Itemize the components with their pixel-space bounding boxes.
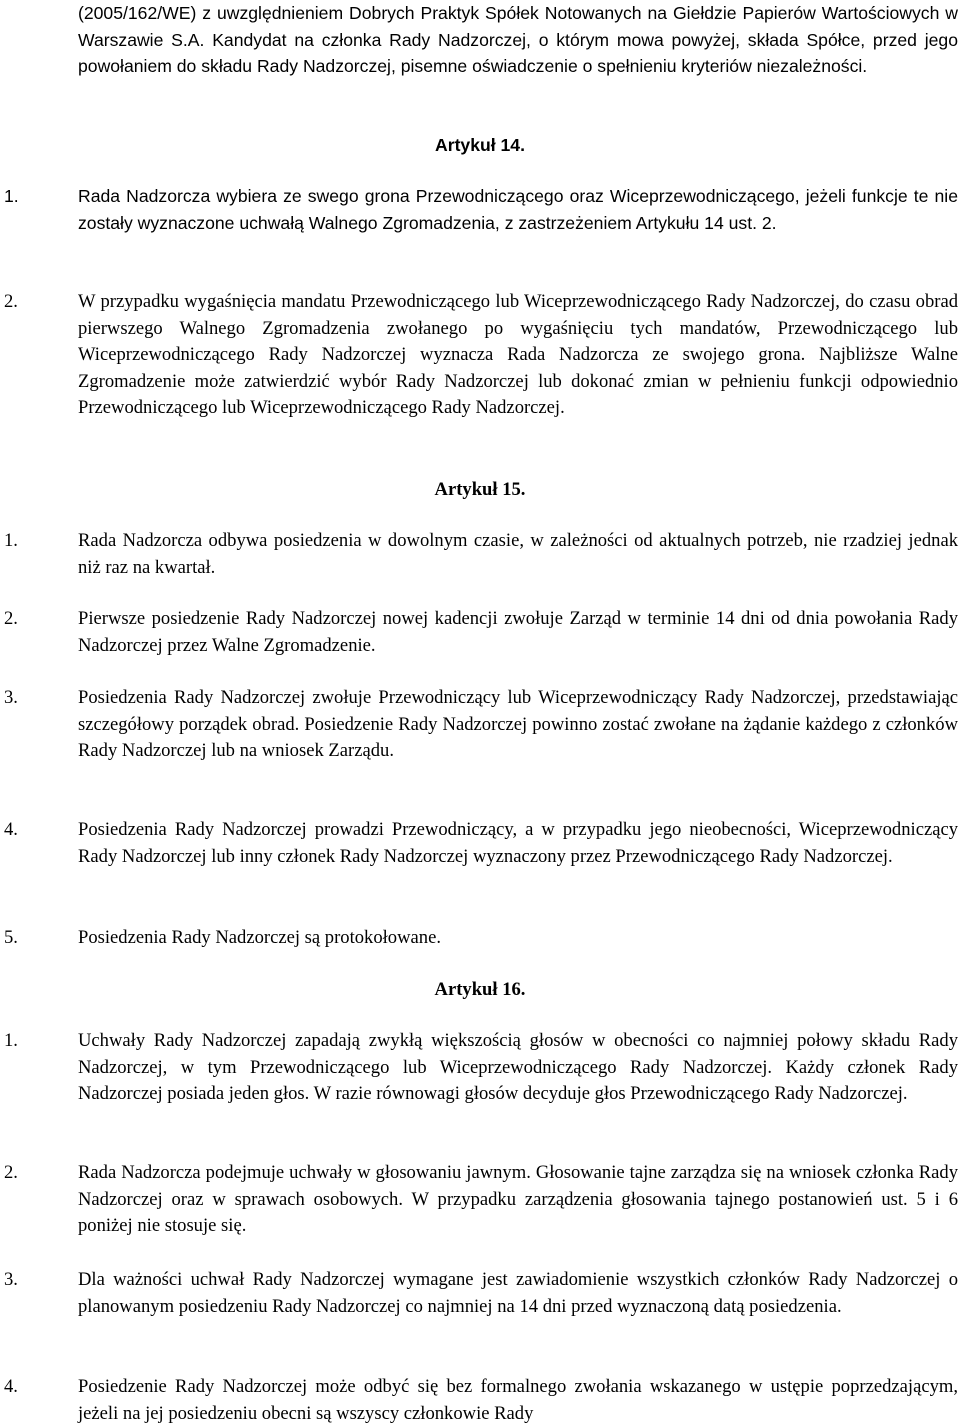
article-16-item-2: [0, 1160, 958, 1240]
item-number: 3.: [4, 687, 18, 708]
item-text: Rada Nadzorcza podejmuje uchwały w głosowaniu jawnym. Głosowanie tajne zarządza się na wniosek członka Rady Nadzorczej oraz w sprawach osobowych. W przypadku zarządzenia głosowania tajnego postanowień ust. 5 i 6 poniżej nie stosuje się.: [78, 1162, 958, 1237]
item-text: Rada Nadzorcza odbywa posiedzenia w dowolnym czasie, w zależności od aktualnych potrzeb, nie rzadziej jednak niż raz na kwartał.: [78, 530, 958, 578]
item-number: 2.: [4, 1162, 18, 1183]
article-16-item-4: [0, 1374, 958, 1427]
item-text: W przypadku wygaśnięcia mandatu Przewodniczącego lub Wiceprzewodniczącego Rady Nadzorczej, do czasu obrad pierwszego Walnego Zgromadzenia zwołanego po wygaśnięciu tych mandatów, Przewodniczącego lub Wiceprzewodniczącego Rady Nadzorczej wyznacza Rada Nadzorcza ze swojego grona. Najbliższe Walne Zgromadzenie może zatwierdzić wybór Rady Nadzorczej lub dokonać zmian w pełnieniu funkcji odpowiednio Przewodniczącego lub Wiceprzewodniczącego Rady Nadzorczej.: [78, 291, 958, 419]
item-number: 2.: [4, 291, 18, 312]
item-number: 3.: [4, 1269, 18, 1290]
article-16-heading: Artykuł 16.: [434, 979, 526, 1000]
article-15-item-5: [0, 925, 958, 952]
item-text: Posiedzenie Rady Nadzorczej może odbyć się bez formalnego zwołania wskazanego w ustępie poprzedzającym, jeżeli na jej posiedzeniu obecni są wszyscy członkowie Rady: [78, 1376, 958, 1424]
article-15-item-2: [0, 606, 958, 659]
article-14-item-2: [0, 289, 958, 422]
item-number: 2.: [4, 608, 18, 629]
item-text: Posiedzenia Rady Nadzorczej prowadzi Przewodniczący, a w przypadku jego nieobecności, Wiceprzewodniczący Rady Nadzorczej lub inny członek Rady Nadzorczej wyznaczony przez Przewodniczącego Rady Nadzorczej.: [78, 819, 958, 867]
item-text: Posiedzenia Rady Nadzorczej zwołuje Przewodniczący lub Wiceprzewodniczący Rady Nadzorczej, przedstawiając szczegółowy porządek obrad. Posiedzenie Rady Nadzorczej powinno zostać zwołane na żądanie każdego z członków Rady Nadzorczej lub na wniosek Zarządu.: [78, 687, 958, 762]
article-16-item-3: [0, 1267, 958, 1320]
article-15-heading: Artykuł 15.: [434, 479, 526, 500]
article-14-heading: Artykuł 14.: [435, 135, 525, 155]
item-text: Dla ważności uchwał Rady Nadzorczej wymagane jest zawiadomienie wszystkich członków Rady Nadzorczej o planowanym posiedzeniu Rady Nadzorczej co najmniej na 14 dni przed wyznaczoną datą posiedzenia.: [78, 1269, 958, 1317]
item-number: 1.: [4, 186, 19, 206]
intro-paragraph: [78, 0, 958, 80]
intro-rest: Papierów Wartościowych w Warszawie S.A. Kandydat na członka Rady Nadzorczej, o którym mowa powyżej, składa Spółce, przed jego powołaniem do składu Rady Nadzorczej, pisemne oświadczenie o spełnieniu kryteriów niezależności.: [78, 3, 958, 77]
item-number: 4.: [4, 1376, 18, 1397]
article-15-item-3: [0, 685, 958, 765]
item-text: Pierwsze posiedzenie Rady Nadzorczej nowej kadencji zwołuje Zarząd w terminie 14 dni od dnia powołania Rady Nadzorczej przez Walne Zgromadzenie.: [78, 608, 958, 656]
item-text: Rada Nadzorcza wybiera ze swego grona Przewodniczącego oraz Wiceprzewodniczącego, jeżeli funkcje te nie zostały wyznaczone uchwałą Walnego Zgromadzenia, z zastrzeżeniem Artykułu 14 ust. 2.: [78, 186, 958, 233]
item-number: 1.: [4, 530, 18, 551]
item-number: 5.: [4, 927, 18, 948]
intro-line-1: (2005/162/WE) z uwzględnieniem Dobrych Praktyk Spółek Notowanych na Giełdzie: [78, 3, 737, 23]
article-14-item-1: [0, 183, 958, 236]
item-number: 1.: [4, 1030, 18, 1051]
item-number: 4.: [4, 819, 18, 840]
article-15-item-4: [0, 817, 958, 870]
article-15-item-1: [0, 528, 958, 581]
article-16-item-1: [0, 1028, 958, 1108]
item-text: Posiedzenia Rady Nadzorczej są protokołowane.: [78, 927, 441, 948]
item-text: Uchwały Rady Nadzorczej zapadają zwykłą większością głosów w obecności co najmniej połowy składu Rady Nadzorczej, w tym Przewodniczącego lub Wiceprzewodniczącego Rady Nadzorczej. Każdy członek Rady Nadzorczej posiada jeden głos. W razie równowagi głosów decyduje głos Przewodniczącego Rady Nadzorczej.: [78, 1030, 958, 1105]
